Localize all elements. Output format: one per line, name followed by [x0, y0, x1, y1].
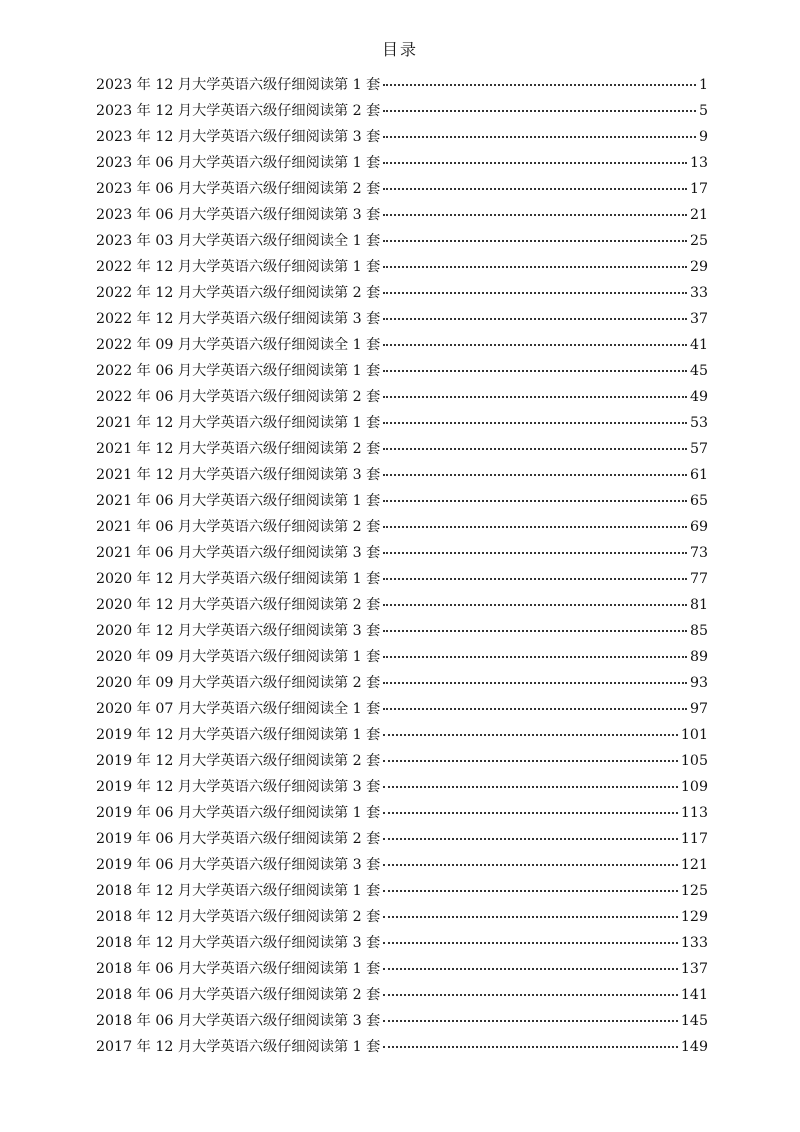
toc-entry-page-number: 57	[689, 441, 708, 457]
toc-entry-page-number: 121	[680, 857, 708, 873]
dot-leader	[383, 370, 687, 372]
dot-leader	[383, 318, 687, 320]
dot-leader	[383, 292, 687, 294]
toc-entry-page-number: 101	[680, 727, 708, 743]
toc-entry-page-number: 17	[689, 181, 708, 197]
toc-entry[interactable]	[96, 384, 708, 410]
toc-entry[interactable]	[96, 618, 708, 644]
dot-leader	[383, 396, 687, 398]
toc-entry-page-number: 137	[680, 961, 708, 977]
dot-leader	[383, 162, 687, 164]
dot-leader	[383, 136, 696, 138]
dot-leader	[383, 240, 687, 242]
toc-entry-page-number: 49	[689, 389, 708, 405]
toc-entry[interactable]	[96, 124, 708, 150]
dot-leader	[383, 84, 696, 86]
toc-entry[interactable]	[96, 904, 708, 930]
toc-entry[interactable]	[96, 670, 708, 696]
toc-entry[interactable]	[96, 748, 708, 774]
toc-entry[interactable]	[96, 280, 708, 306]
toc-entry[interactable]	[96, 722, 708, 748]
toc-entry[interactable]	[96, 956, 708, 982]
toc-entry-title: 2022 年 12 月大学英语六级仔细阅读第 1 套	[96, 259, 381, 275]
dot-leader	[383, 812, 678, 814]
toc-entry[interactable]	[96, 696, 708, 722]
toc-entry-title: 2021 年 12 月大学英语六级仔细阅读第 2 套	[96, 441, 381, 457]
toc-entry-title: 2023 年 03 月大学英语六级仔细阅读全 1 套	[96, 233, 381, 249]
toc-entry[interactable]	[96, 1034, 708, 1060]
toc-entry[interactable]	[96, 176, 708, 202]
toc-entry-title: 2020 年 09 月大学英语六级仔细阅读第 2 套	[96, 675, 381, 691]
toc-entry[interactable]	[96, 566, 708, 592]
toc-entry-page-number: 77	[689, 571, 708, 587]
toc-entry-title: 2019 年 06 月大学英语六级仔细阅读第 3 套	[96, 857, 381, 873]
toc-entry-page-number: 65	[689, 493, 708, 509]
toc-entry[interactable]	[96, 306, 708, 332]
toc-entry-page-number: 93	[689, 675, 708, 691]
toc-entry[interactable]	[96, 1008, 708, 1034]
toc-entry[interactable]	[96, 514, 708, 540]
toc-entry-title: 2021 年 06 月大学英语六级仔细阅读第 2 套	[96, 519, 381, 535]
toc-entry-title: 2022 年 12 月大学英语六级仔细阅读第 2 套	[96, 285, 381, 301]
toc-entry-title: 2023 年 12 月大学英语六级仔细阅读第 2 套	[96, 103, 381, 119]
toc-entry-page-number: 81	[689, 597, 708, 613]
toc-entry-title: 2021 年 06 月大学英语六级仔细阅读第 1 套	[96, 493, 381, 509]
toc-entry[interactable]	[96, 72, 708, 98]
dot-leader	[383, 994, 678, 996]
dot-leader	[383, 604, 687, 606]
toc-entry[interactable]	[96, 540, 708, 566]
toc-entry-title: 2023 年 06 月大学英语六级仔细阅读第 3 套	[96, 207, 381, 223]
toc-entry-title: 2023 年 06 月大学英语六级仔细阅读第 2 套	[96, 181, 381, 197]
dot-leader	[383, 500, 687, 502]
dot-leader	[383, 1046, 678, 1048]
toc-entry-title: 2021 年 06 月大学英语六级仔细阅读第 3 套	[96, 545, 381, 561]
toc-entry-title: 2020 年 12 月大学英语六级仔细阅读第 2 套	[96, 597, 381, 613]
toc-entry-page-number: 141	[680, 987, 708, 1003]
toc-entry-title: 2019 年 12 月大学英语六级仔细阅读第 2 套	[96, 753, 381, 769]
toc-entry-title: 2019 年 06 月大学英语六级仔细阅读第 1 套	[96, 805, 381, 821]
toc-entry-page-number: 21	[689, 207, 708, 223]
toc-entry-title: 2018 年 06 月大学英语六级仔细阅读第 1 套	[96, 961, 381, 977]
toc-entry-page-number: 109	[680, 779, 708, 795]
toc-entry-page-number: 117	[680, 831, 708, 847]
dot-leader	[383, 110, 696, 112]
dot-leader	[383, 630, 687, 632]
toc-entry-page-number: 1	[698, 77, 708, 93]
toc-entry-title: 2020 年 12 月大学英语六级仔细阅读第 3 套	[96, 623, 381, 639]
toc-entry[interactable]	[96, 774, 708, 800]
toc-entry[interactable]	[96, 254, 708, 280]
toc-entry-title: 2018 年 12 月大学英语六级仔细阅读第 2 套	[96, 909, 381, 925]
toc-entry-title: 2023 年 12 月大学英语六级仔细阅读第 3 套	[96, 129, 381, 145]
toc-entry[interactable]	[96, 462, 708, 488]
toc-entry[interactable]	[96, 592, 708, 618]
dot-leader	[383, 968, 678, 970]
dot-leader	[383, 656, 687, 658]
toc-entry-page-number: 25	[689, 233, 708, 249]
toc-entry[interactable]	[96, 488, 708, 514]
toc-entry-title: 2022 年 09 月大学英语六级仔细阅读全 1 套	[96, 337, 381, 353]
toc-entry[interactable]	[96, 930, 708, 956]
toc-entry-title: 2019 年 12 月大学英语六级仔细阅读第 3 套	[96, 779, 381, 795]
toc-entry-title: 2020 年 07 月大学英语六级仔细阅读全 1 套	[96, 701, 381, 717]
toc-entry-title: 2020 年 12 月大学英语六级仔细阅读第 1 套	[96, 571, 381, 587]
dot-leader	[383, 578, 687, 580]
toc-entry-page-number: 125	[680, 883, 708, 899]
toc-title: 目录	[381, 40, 418, 59]
toc-entry-page-number: 13	[689, 155, 708, 171]
toc-entry-title: 2022 年 06 月大学英语六级仔细阅读第 1 套	[96, 363, 381, 379]
toc-entry-title: 2018 年 06 月大学英语六级仔细阅读第 2 套	[96, 987, 381, 1003]
toc-entry-page-number: 89	[689, 649, 708, 665]
dot-leader	[383, 864, 678, 866]
toc-entry-title: 2022 年 06 月大学英语六级仔细阅读第 2 套	[96, 389, 381, 405]
dot-leader	[383, 942, 678, 944]
toc-entry-title: 2020 年 09 月大学英语六级仔细阅读第 1 套	[96, 649, 381, 665]
toc-entry-page-number: 5	[698, 103, 708, 119]
toc-entry-page-number: 97	[689, 701, 708, 717]
toc-entry-page-number: 113	[680, 805, 708, 821]
dot-leader	[383, 474, 687, 476]
toc-entry-page-number: 53	[689, 415, 708, 431]
toc-entry-page-number: 133	[680, 935, 708, 951]
toc-entry-page-number: 149	[680, 1039, 708, 1055]
toc-entry[interactable]	[96, 644, 708, 670]
dot-leader	[383, 526, 687, 528]
dot-leader	[383, 266, 687, 268]
dot-leader	[383, 344, 687, 346]
toc-entry-page-number: 41	[689, 337, 708, 353]
dot-leader	[383, 760, 678, 762]
toc-entry-page-number: 73	[689, 545, 708, 561]
dot-leader	[383, 1020, 678, 1022]
toc-entry-page-number: 69	[689, 519, 708, 535]
dot-leader	[383, 552, 687, 554]
dot-leader	[383, 838, 678, 840]
toc-entry-page-number: 9	[698, 129, 708, 145]
dot-leader	[383, 422, 687, 424]
dot-leader	[383, 916, 678, 918]
toc-entry[interactable]	[96, 358, 708, 384]
dot-leader	[383, 890, 678, 892]
toc-entry-title: 2019 年 06 月大学英语六级仔细阅读第 2 套	[96, 831, 381, 847]
toc-entry[interactable]	[96, 332, 708, 358]
toc-entry[interactable]	[96, 228, 708, 254]
dot-leader	[383, 448, 687, 450]
dot-leader	[383, 682, 687, 684]
dot-leader	[383, 188, 687, 190]
toc-entry-page-number: 45	[689, 363, 708, 379]
toc-entry-title: 2017 年 12 月大学英语六级仔细阅读第 1 套	[96, 1039, 381, 1055]
toc-entry-page-number: 85	[689, 623, 708, 639]
toc-entry-title: 2022 年 12 月大学英语六级仔细阅读第 3 套	[96, 311, 381, 327]
toc-entry-page-number: 29	[689, 259, 708, 275]
toc-entry-title: 2018 年 12 月大学英语六级仔细阅读第 1 套	[96, 883, 381, 899]
toc-entry[interactable]	[96, 436, 708, 462]
toc-entry[interactable]	[96, 800, 708, 826]
toc-entry[interactable]	[96, 826, 708, 852]
toc-entry[interactable]	[96, 852, 708, 878]
toc-entry-title: 2021 年 12 月大学英语六级仔细阅读第 3 套	[96, 467, 381, 483]
toc-entry-page-number: 145	[680, 1013, 708, 1029]
toc-entry[interactable]	[96, 98, 708, 124]
toc-entry-page-number: 33	[689, 285, 708, 301]
toc-entry[interactable]	[96, 150, 708, 176]
dot-leader	[383, 214, 687, 216]
toc-entry-title: 2018 年 06 月大学英语六级仔细阅读第 3 套	[96, 1013, 381, 1029]
toc-entry-title: 2018 年 12 月大学英语六级仔细阅读第 3 套	[96, 935, 381, 951]
toc-entry[interactable]	[96, 878, 708, 904]
toc-entry-title: 2019 年 12 月大学英语六级仔细阅读第 1 套	[96, 727, 381, 743]
toc-entry-title: 2023 年 06 月大学英语六级仔细阅读第 1 套	[96, 155, 381, 171]
toc-list	[96, 72, 708, 1060]
dot-leader	[383, 734, 678, 736]
toc-entry-page-number: 61	[689, 467, 708, 483]
dot-leader	[383, 786, 678, 788]
toc-entry[interactable]	[96, 410, 708, 436]
toc-entry-title: 2021 年 12 月大学英语六级仔细阅读第 1 套	[96, 415, 381, 431]
dot-leader	[383, 708, 687, 710]
toc-entry[interactable]	[96, 982, 708, 1008]
toc-entry-title: 2023 年 12 月大学英语六级仔细阅读第 1 套	[96, 77, 381, 93]
toc-entry[interactable]	[96, 202, 708, 228]
toc-entry-page-number: 129	[680, 909, 708, 925]
toc-entry-page-number: 37	[689, 311, 708, 327]
toc-entry-page-number: 105	[680, 753, 708, 769]
